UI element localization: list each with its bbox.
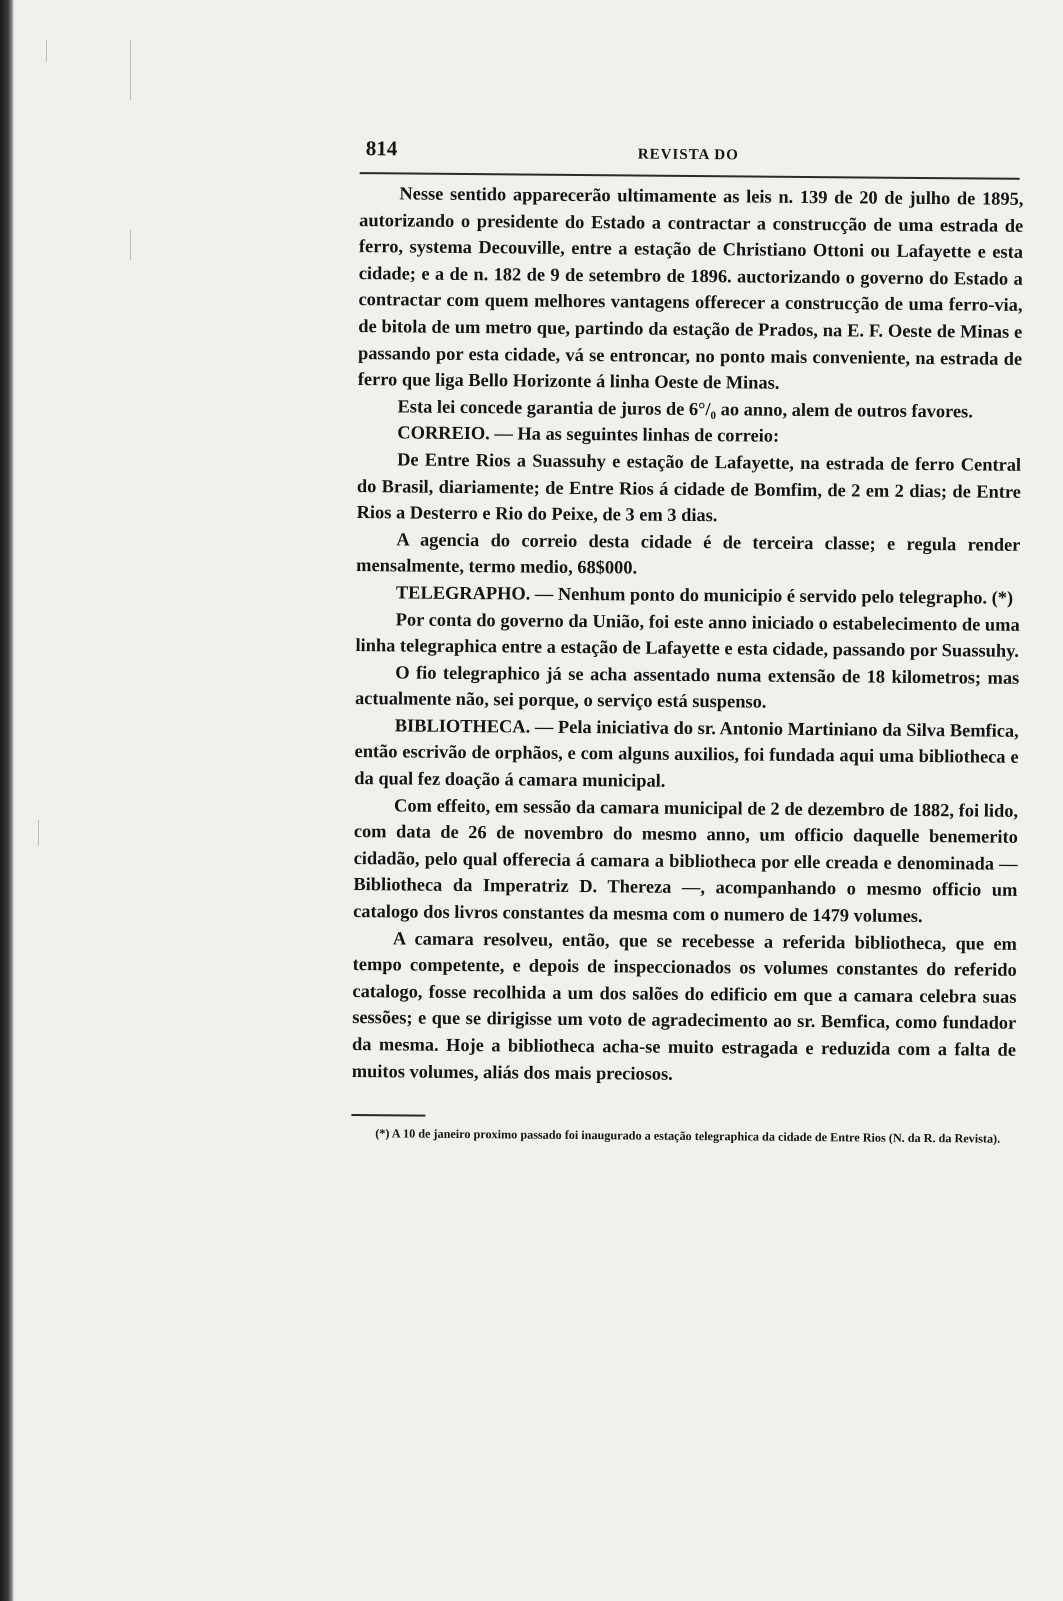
paragraph: A camara resolveu, então, que se recebesse a referida bibliotheca, que em tempo competente, e depois de inspeccionados os volumes constantes do referido catalogo, fosse recolhida a um dos salões do edificio em que a camara celebra suas sessões; e que se dirigisse um voto de agradecimento ao sr. Bemfica, como fundador da mesma. Hoje a bibliotheca acha-se muito estragada e reduzida com a falta de muitos volumes, aliás dos mais preciosos. <box>351 928 1018 1084</box>
paragraph: A agencia do correio desta cidade é de terceira classe; e regula render mensalmente, termo medio, 68$000. <box>356 529 1021 578</box>
scan-artifact-line <box>130 230 131 260</box>
book-binding-edge <box>0 0 14 1601</box>
page-number: 814 <box>365 136 398 161</box>
scan-artifact-line <box>130 40 131 100</box>
paragraph: O fio telegraphico já se acha assentado numa extensão de 18 kilometros; mas actualmente não, sei porque, o serviço está suspenso. <box>354 662 1020 712</box>
paragraph: CORREIO. — Ha as seguintes linhas de correio: <box>397 422 780 447</box>
scan-artifact-line <box>38 820 39 846</box>
page-header <box>352 130 1024 178</box>
paragraph: TELEGRAPHO. — Nenhum ponto do municipio é servido pelo telegrapho. (*) <box>395 582 1014 608</box>
paragraph: Nesse sentido apparecerão ultimamente as leis n. 139 de 20 de julho de 1895, autorizando o presidente do Estado a contractar a construcção de uma estrada de ferro, systema Decouville, entre a estação de Christiano Ottoni ou Lafayette e esta cidade; e a de n. 182 de 9 de setembro de 1896. auctorizando o governo do Estado a contractar com quem melhores vantagens offerecer a construcção de uma ferro-via, de bitola de um metro que, partindo da estação de Prados, na E. F. Oeste de Minas e passando por esta cidade, vá se entroncar, no ponto mais conveniente, na estrada de ferro que liga Bello Horizonte á linha Oeste de Minas. <box>357 183 1024 393</box>
footnote: (*) A 10 de janeiro proximo passado foi inaugurado a estação telegraphica da cidade de Entre Rios (N. da R. da Revista). <box>375 1126 1001 1146</box>
running-title: REVISTA DO <box>637 146 739 164</box>
paragraph: De Entre Rios a Suassuhy e estação de Lafayette, na estrada de ferro Central do Brasil, diariamente; de Entre Rios á cidade de Bomfim, de 2 em 2 dias; de Entre Rios a Desterro e Rio do Peixe, de 3 em 3 dias. <box>356 449 1022 526</box>
footnote-rule <box>351 1114 425 1117</box>
paragraph: Com effeito, em sessão da camara municipal de 2 de dezembro de 1882, foi lido, com data de 26 de novembro do mesmo anno, um officio daquelle benemerito cidadão, pelo qual offerecia á camara a bibliotheca por elle creada e denominada — Bibliotheca da Imperatriz D. Thereza —, acompanhando o mesmo officio um catalogo dos livros constantes da mesma com o numero de 1479 volumes. <box>353 795 1019 927</box>
paragraph: Esta lei concede garantia de juros de 6°/₀ ao anno, alem de outros favores. <box>397 396 973 422</box>
book-page <box>343 130 1024 1149</box>
scan-artifact-line <box>46 40 47 62</box>
paragraph: BIBLIOTHECA. — Pela iniciativa do sr. Antonio Martiniano da Silva Bemfica, então escrivão de orphãos, e com alguns auxilios, foi fundada aqui uma bibliotheca e da qual fez doação á camara municipal. <box>354 715 1019 791</box>
body-text <box>352 180 1024 1090</box>
paragraph: Por conta do governo da União, foi este anno iniciado o estabelecimento de uma linha telegraphica entre a estação de Lafayette e esta cidade, passando por Suassuhy. <box>355 608 1020 661</box>
